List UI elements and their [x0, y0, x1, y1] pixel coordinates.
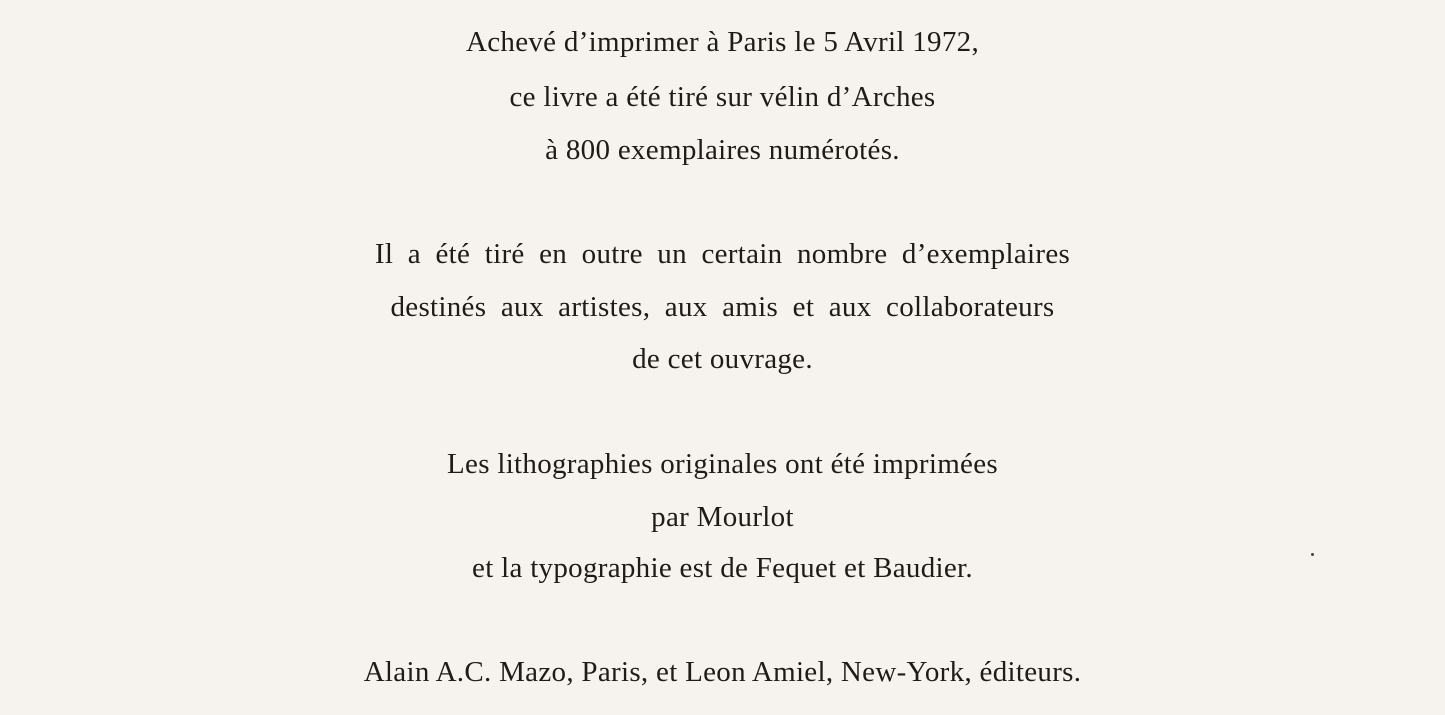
colophon-p1-line2: ce livre a été tiré sur vélin d’Arches	[509, 81, 936, 113]
colophon-p2-line1: Il a été tiré en outre un certain nombre d’exemplaires	[374, 238, 1071, 270]
colophon-p3-line1: Les lithographies originales ont été imprimées	[447, 448, 998, 480]
colophon-p1-line3: à 800 exemplaires numérotés.	[545, 134, 900, 166]
colophon-p3-line3: et la typographie est de Fequet et Baudier.	[472, 552, 973, 584]
colophon-p2-line2: destinés aux artistes, aux amis et aux collaborateurs	[390, 291, 1055, 323]
colophon-p2-line3: de cet ouvrage.	[632, 343, 813, 375]
paper-speck	[1311, 553, 1314, 556]
colophon-publishers: Alain A.C. Mazo, Paris, et Leon Amiel, New-York, éditeurs.	[363, 656, 1082, 688]
colophon-p1-line1: Achevé d’imprimer à Paris le 5 Avril 1972,	[466, 26, 979, 58]
colophon-p3-line2: par Mourlot	[651, 501, 794, 533]
